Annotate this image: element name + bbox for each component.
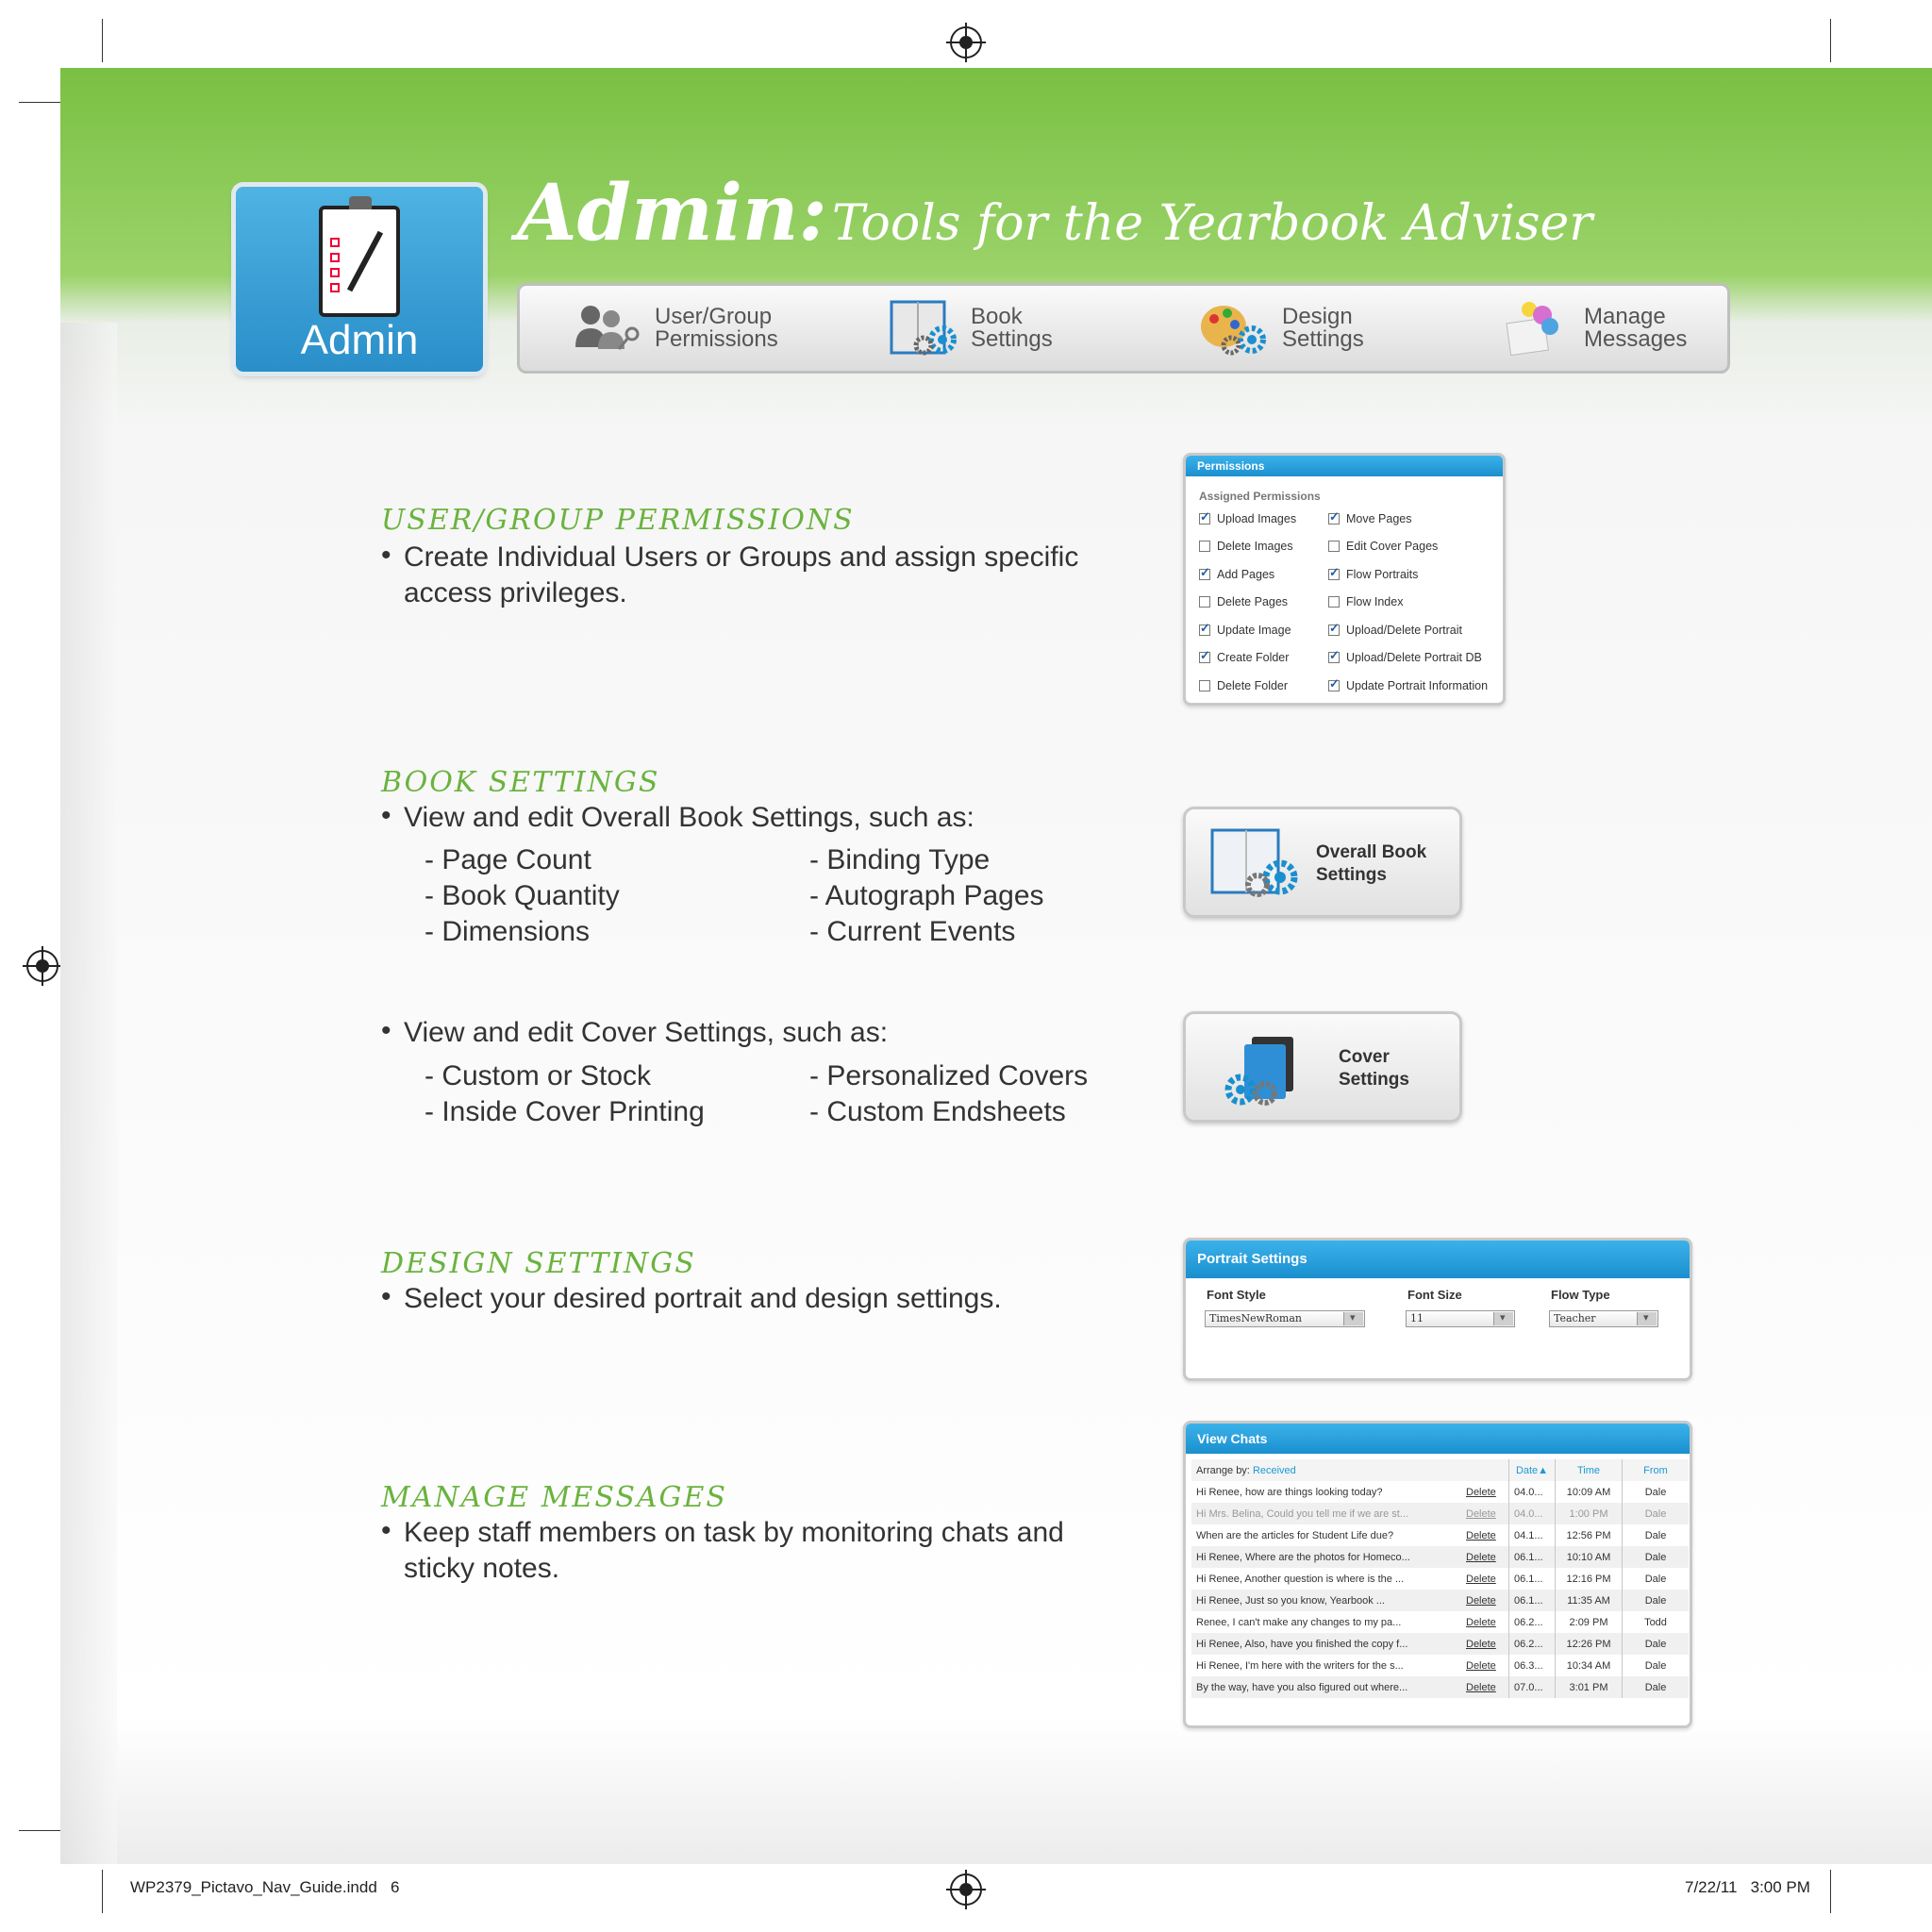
panel-title: Portrait Settings — [1186, 1241, 1690, 1278]
book-list-item: - Binding Type — [809, 844, 991, 875]
bullet-marker: • — [381, 1281, 391, 1312]
title-admin: Admin: — [517, 168, 827, 258]
table-row[interactable] — [1191, 1633, 1689, 1655]
cover-list-item: - Personalized Covers — [809, 1060, 1089, 1091]
table-row[interactable] — [1191, 1676, 1689, 1698]
flow-type-label: Flow Type — [1551, 1288, 1610, 1302]
cover-list-item: - Inside Cover Printing — [425, 1096, 705, 1127]
delete-link[interactable]: Delete — [1466, 1486, 1496, 1498]
book-list-item: - Current Events — [809, 916, 1016, 947]
chevron-down-icon — [1343, 1312, 1363, 1325]
book-gear-icon — [1208, 824, 1303, 904]
permissions-text: Create Individual Users or Groups and assign specific — [404, 541, 1079, 573]
arrange-label: Arrange by: — [1196, 1464, 1250, 1476]
chat-from: Dale — [1623, 1633, 1690, 1655]
clipboard-icon — [319, 206, 400, 317]
font-size-select[interactable] — [1406, 1310, 1515, 1327]
overall-book-settings-button[interactable] — [1183, 807, 1462, 918]
delete-link[interactable]: Delete — [1461, 1546, 1509, 1568]
chat-date: 06.3... — [1509, 1655, 1556, 1676]
perm-col-right — [1328, 505, 1506, 700]
book-list-item: - Book Quantity — [425, 880, 620, 911]
chat-time: 3:01 PM — [1556, 1676, 1623, 1698]
chat-date: 07.0... — [1509, 1676, 1556, 1698]
chat-date: 06.1... — [1509, 1568, 1556, 1590]
select-value: 11 — [1410, 1312, 1424, 1324]
chat-from: Dale — [1623, 1546, 1690, 1568]
perm-label: Flow Portraits — [1346, 567, 1419, 581]
sticky-notes-icon — [1501, 298, 1573, 358]
crop-mark — [19, 1830, 62, 1831]
permissions-text-cont: access privileges. — [404, 577, 627, 608]
nav-label: User/Group Permissions — [655, 304, 778, 352]
heading-book-settings: BOOK SETTINGS — [381, 766, 660, 799]
chat-from: Dale — [1623, 1676, 1690, 1698]
chat-from: Todd — [1623, 1611, 1690, 1633]
cover-gear-icon — [1224, 1031, 1318, 1110]
perm-label: Create Folder — [1217, 651, 1290, 665]
nav-manage-messages[interactable] — [1501, 286, 1707, 371]
checkbox[interactable] — [1328, 625, 1340, 636]
nav-user-group-permissions[interactable] — [572, 286, 777, 371]
chat-from: Dale — [1623, 1481, 1690, 1503]
perm-label: Edit Cover Pages — [1346, 540, 1439, 554]
bullet-marker: • — [381, 1515, 391, 1546]
page-title — [517, 168, 1592, 258]
heading-manage-messages: MANAGE MESSAGES — [381, 1481, 727, 1514]
chat-time: 2:09 PM — [1556, 1611, 1623, 1633]
perm-row[interactable] — [1328, 589, 1506, 617]
chat-date: 04.0... — [1509, 1481, 1556, 1503]
checkbox[interactable] — [1328, 596, 1340, 608]
chat-message: Hi Renee, Also, have you finished the copy f... — [1191, 1633, 1461, 1655]
select-value: TimesNewRoman — [1209, 1312, 1302, 1324]
book-text-2: View and edit Cover Settings, such as: — [404, 1017, 889, 1048]
chat-from: Dale — [1623, 1590, 1690, 1611]
column-date[interactable]: Date▲ — [1509, 1459, 1556, 1481]
perm-label: Delete Pages — [1217, 595, 1289, 609]
arrange-by — [1191, 1459, 1461, 1481]
font-style-label: Font Style — [1207, 1288, 1266, 1302]
font-style-select[interactable] — [1205, 1310, 1365, 1327]
checkbox[interactable] — [1199, 596, 1210, 608]
delete-link[interactable]: Delete — [1466, 1659, 1496, 1672]
table-row[interactable] — [1191, 1590, 1689, 1611]
flow-type-select[interactable] — [1549, 1310, 1658, 1327]
crop-mark — [102, 19, 103, 62]
registration-mark-icon — [26, 950, 58, 982]
nav-label: Design Settings — [1282, 304, 1364, 352]
table-row[interactable] — [1191, 1481, 1689, 1503]
heading-user-group-permissions: USER/GROUP PERMISSIONS — [381, 504, 855, 537]
delete-link[interactable]: Delete — [1466, 1616, 1496, 1628]
palette-gear-icon — [1199, 298, 1271, 358]
chat-time: 12:56 PM — [1556, 1524, 1623, 1546]
crop-mark — [1830, 1870, 1831, 1913]
select-value: Teacher — [1554, 1312, 1596, 1324]
view-chats-panel — [1183, 1421, 1692, 1728]
chat-message: Hi Renee, Just so you know, Yearbook ... — [1191, 1590, 1461, 1611]
design-text: Select your desired portrait and design settings. — [404, 1283, 1002, 1314]
chat-from: Dale — [1623, 1503, 1690, 1524]
admin-tile-label: Admin — [300, 317, 419, 363]
chat-message: When are the articles for Student Life due? — [1196, 1529, 1394, 1541]
chat-date: 06.2... — [1509, 1633, 1556, 1655]
registration-mark-icon — [950, 1874, 982, 1906]
portrait-settings-panel — [1183, 1238, 1692, 1381]
chat-date: 06.1... — [1509, 1590, 1556, 1611]
overall-book-settings-label: Overall Book Settings — [1316, 842, 1427, 885]
checkbox[interactable] — [1199, 625, 1210, 636]
column-time[interactable]: Time — [1556, 1459, 1623, 1481]
book-gear-icon — [888, 298, 959, 358]
perm-label: Upload/Delete Portrait — [1346, 623, 1462, 637]
chevron-down-icon — [1637, 1312, 1657, 1325]
perm-label: Flow Index — [1346, 595, 1404, 609]
chevron-down-icon — [1493, 1312, 1513, 1325]
delete-link[interactable]: Delete — [1461, 1633, 1509, 1655]
checkbox[interactable] — [1199, 541, 1210, 552]
crop-mark — [102, 1870, 103, 1913]
cover-list-item: - Custom or Stock — [425, 1060, 652, 1091]
perm-label: Upload Images — [1217, 511, 1297, 525]
perm-row[interactable] — [1328, 616, 1506, 644]
perm-label: Add Pages — [1217, 567, 1275, 581]
book-list-item: - Autograph Pages — [809, 880, 1044, 911]
chat-time: 10:10 AM — [1556, 1546, 1623, 1568]
perm-label: Upload/Delete Portrait DB — [1346, 651, 1482, 665]
perm-label: Move Pages — [1346, 511, 1412, 525]
bullet-marker: • — [381, 1015, 391, 1046]
chat-from: Dale — [1623, 1568, 1690, 1590]
chat-time: 11:35 AM — [1556, 1590, 1623, 1611]
chat-message: Hi Renee, I'm here with the writers for the s... — [1196, 1659, 1404, 1672]
perm-row[interactable] — [1328, 560, 1506, 589]
chat-date: 06.2... — [1509, 1611, 1556, 1633]
table-row[interactable] — [1191, 1655, 1689, 1676]
checkbox[interactable] — [1199, 513, 1210, 525]
chat-date: 04.1... — [1509, 1524, 1556, 1546]
nav-label: Book Settings — [971, 304, 1053, 352]
perm-label: Delete Images — [1217, 540, 1293, 554]
chat-time: 12:26 PM — [1556, 1633, 1623, 1655]
table-row[interactable] — [1191, 1546, 1689, 1568]
heading-design-settings: DESIGN SETTINGS — [381, 1247, 696, 1280]
cover-settings-button[interactable] — [1183, 1011, 1462, 1123]
delete-link[interactable]: Delete — [1461, 1676, 1509, 1698]
table-row[interactable] — [1191, 1503, 1689, 1524]
perm-row[interactable] — [1328, 644, 1506, 673]
book-list-item: - Page Count — [425, 844, 591, 875]
checkbox[interactable] — [1199, 680, 1210, 691]
checkbox[interactable] — [1328, 541, 1340, 552]
admin-nav-bar — [517, 283, 1730, 374]
checkbox[interactable] — [1328, 652, 1340, 663]
checkbox[interactable] — [1199, 652, 1210, 663]
chat-message: Hi Renee, how are things looking today? — [1196, 1486, 1383, 1498]
footer-file-info: WP2379_Pictavo_Nav_Guide.indd 6 — [130, 1878, 400, 1896]
bullet-marker: • — [381, 800, 391, 831]
crop-mark — [19, 102, 62, 103]
chat-message: By the way, have you also figured out where... — [1191, 1676, 1461, 1698]
perm-label: Update Portrait Information — [1346, 678, 1489, 692]
book-list-item: - Dimensions — [425, 916, 591, 947]
chat-message: Hi Mrs. Belina, Could you tell me if we are st... — [1191, 1503, 1461, 1524]
checkbox[interactable] — [1328, 569, 1340, 580]
perm-row[interactable] — [1328, 505, 1506, 533]
crop-mark — [1830, 19, 1831, 62]
users-key-icon — [572, 298, 643, 358]
checkbox[interactable] — [1328, 513, 1340, 525]
nav-book-settings[interactable] — [888, 286, 1093, 371]
table-row[interactable] — [1191, 1524, 1689, 1546]
perm-row[interactable] — [1328, 672, 1506, 700]
cover-list-item: - Custom Endsheets — [809, 1096, 1066, 1127]
delete-link[interactable]: Delete — [1466, 1529, 1496, 1541]
table-row[interactable] — [1191, 1611, 1689, 1633]
checkbox[interactable] — [1199, 569, 1210, 580]
column-from[interactable]: From — [1623, 1459, 1690, 1481]
font-size-label: Font Size — [1407, 1288, 1462, 1302]
perm-label: Delete Folder — [1217, 678, 1289, 692]
panel-title: View Chats — [1186, 1424, 1690, 1454]
perm-label: Update Image — [1217, 623, 1291, 637]
perm-row[interactable] — [1328, 533, 1506, 561]
chat-message: Hi Renee, Where are the photos for Homeco... — [1191, 1546, 1461, 1568]
chat-date: 04.0... — [1509, 1503, 1556, 1524]
delete-link[interactable]: Delete — [1461, 1503, 1509, 1524]
bullet-marker: • — [381, 540, 391, 571]
admin-tile — [236, 187, 483, 372]
chat-date: 06.1... — [1509, 1546, 1556, 1568]
messages-text: Keep staff members on task by monitoring chats and — [404, 1517, 1064, 1548]
chat-time: 1:00 PM — [1556, 1503, 1623, 1524]
registration-mark-icon — [950, 26, 982, 58]
footer-date: 7/22/11 3:00 PM — [1685, 1878, 1810, 1896]
panel-title: Permissions — [1186, 456, 1503, 476]
chat-from: Dale — [1623, 1524, 1690, 1546]
nav-design-settings[interactable] — [1199, 286, 1405, 371]
chat-time: 12:16 PM — [1556, 1568, 1623, 1590]
chat-time: 10:09 AM — [1556, 1481, 1623, 1503]
delete-link[interactable]: Delete — [1461, 1590, 1509, 1611]
chat-from: Dale — [1623, 1655, 1690, 1676]
chats-table — [1191, 1459, 1689, 1698]
panel-subtitle: Assigned Permissions — [1199, 490, 1321, 503]
chat-time: 10:34 AM — [1556, 1655, 1623, 1676]
header-spacer — [1461, 1459, 1509, 1481]
permissions-panel — [1183, 453, 1506, 706]
table-row[interactable] — [1191, 1568, 1689, 1590]
chat-message: Renee, I can't make any changes to my pa... — [1196, 1616, 1402, 1628]
title-subtitle: Tools for the Yearbook Adviser — [831, 195, 1593, 252]
delete-link[interactable]: Delete — [1466, 1573, 1496, 1585]
checkbox[interactable] — [1328, 680, 1340, 691]
chat-message: Hi Renee, Another question is where is the ... — [1196, 1573, 1405, 1585]
arrange-value[interactable]: Received — [1252, 1464, 1296, 1476]
nav-label: Manage Messages — [1584, 304, 1688, 352]
book-text-1: View and edit Overall Book Settings, such as: — [404, 802, 974, 833]
cover-settings-label: Cover Settings — [1339, 1047, 1409, 1090]
messages-text-cont: sticky notes. — [404, 1553, 560, 1584]
